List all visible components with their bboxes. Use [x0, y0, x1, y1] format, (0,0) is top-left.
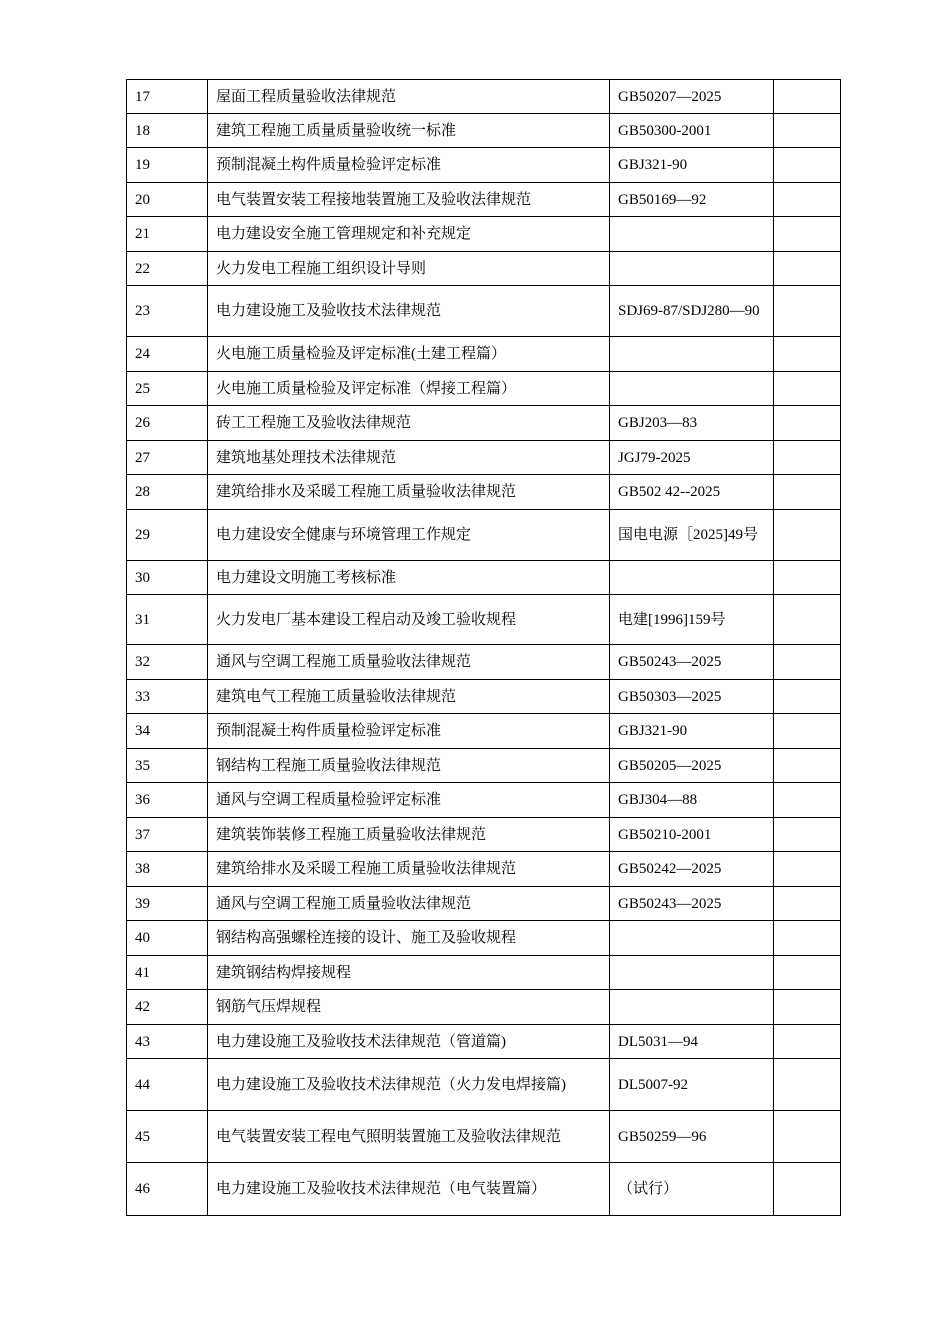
table-row — [127, 561, 841, 595]
standard-name-cell: 砖工工程施工及验收法律规范 — [208, 406, 610, 441]
standard-code-cell: 国电电源［2025]49号 — [610, 510, 774, 561]
standard-name-cell: 火力发电工程施工组织设计导则 — [208, 252, 610, 286]
table-row — [127, 645, 841, 680]
standard-code-cell: GB50169—92 — [610, 183, 774, 217]
standard-name-cell: 电力建设安全施工管理规定和补充规定 — [208, 217, 610, 252]
table-row — [127, 337, 841, 372]
remarks-cell — [774, 510, 841, 561]
standard-code-cell: GB50205—2025 — [610, 749, 774, 783]
table-row — [127, 1163, 841, 1216]
standard-code-cell: GB50210-2001 — [610, 818, 774, 852]
remarks-cell — [774, 1025, 841, 1059]
remarks-cell — [774, 337, 841, 372]
row-number-cell: 35 — [127, 749, 208, 783]
standard-name-cell: 火电施工质量检验及评定标准(土建工程篇） — [208, 337, 610, 372]
standard-code-cell: GB50207—2025 — [610, 80, 774, 114]
table-row — [127, 148, 841, 183]
remarks-cell — [774, 217, 841, 252]
row-number-cell: 32 — [127, 645, 208, 680]
table-row — [127, 595, 841, 645]
standard-code-cell — [610, 252, 774, 286]
row-number-cell: 36 — [127, 783, 208, 818]
standards-table-body — [127, 80, 841, 1216]
row-number-cell: 45 — [127, 1111, 208, 1163]
table-row — [127, 475, 841, 510]
row-number-cell: 38 — [127, 852, 208, 887]
row-number-cell: 19 — [127, 148, 208, 183]
standard-code-cell: GBJ203—83 — [610, 406, 774, 441]
row-number-cell: 44 — [127, 1059, 208, 1111]
row-number-cell: 42 — [127, 990, 208, 1025]
remarks-cell — [774, 114, 841, 148]
standard-code-cell: GB50243—2025 — [610, 887, 774, 921]
row-number-cell: 18 — [127, 114, 208, 148]
row-number-cell: 24 — [127, 337, 208, 372]
table-row — [127, 1025, 841, 1059]
standard-code-cell — [610, 561, 774, 595]
remarks-cell — [774, 252, 841, 286]
standard-code-cell: DL5007-92 — [610, 1059, 774, 1111]
standard-code-cell: GBJ304—88 — [610, 783, 774, 818]
standard-name-cell: 电力建设施工及验收技术法律规范（电气装置篇） — [208, 1163, 610, 1216]
standard-code-cell — [610, 990, 774, 1025]
table-row — [127, 749, 841, 783]
standard-name-cell: 建筑装饰装修工程施工质量验收法律规范 — [208, 818, 610, 852]
remarks-cell — [774, 956, 841, 990]
standard-name-cell: 建筑给排水及采暖工程施工质量验收法律规范 — [208, 475, 610, 510]
standard-name-cell: 通风与空调工程施工质量验收法律规范 — [208, 887, 610, 921]
remarks-cell — [774, 714, 841, 749]
standard-name-cell: 建筑给排水及采暖工程施工质量验收法律规范 — [208, 852, 610, 887]
row-number-cell: 17 — [127, 80, 208, 114]
remarks-cell — [774, 286, 841, 337]
standard-name-cell: 电力建设施工及验收技术法律规范 — [208, 286, 610, 337]
table-row — [127, 406, 841, 441]
standard-name-cell: 通风与空调工程施工质量验收法律规范 — [208, 645, 610, 680]
table-row — [127, 252, 841, 286]
standard-name-cell: 建筑电气工程施工质量验收法律规范 — [208, 680, 610, 714]
remarks-cell — [774, 783, 841, 818]
table-row — [127, 114, 841, 148]
standard-name-cell: 钢结构高强螺栓连接的设计、施工及验收规程 — [208, 921, 610, 956]
standard-code-cell — [610, 217, 774, 252]
row-number-cell: 25 — [127, 372, 208, 406]
standard-code-cell — [610, 956, 774, 990]
remarks-cell — [774, 749, 841, 783]
standard-code-cell: GB50303—2025 — [610, 680, 774, 714]
standard-name-cell: 火电施工质量检验及评定标准（焊接工程篇） — [208, 372, 610, 406]
standard-name-cell: 电力建设施工及验收技术法律规范（火力发电焊接篇) — [208, 1059, 610, 1111]
table-row — [127, 818, 841, 852]
standard-name-cell: 电力建设文明施工考核标准 — [208, 561, 610, 595]
row-number-cell: 39 — [127, 887, 208, 921]
standard-name-cell: 建筑工程施工质量质量验收统一标准 — [208, 114, 610, 148]
standard-code-cell: GB50300-2001 — [610, 114, 774, 148]
table-row — [127, 183, 841, 217]
remarks-cell — [774, 680, 841, 714]
remarks-cell — [774, 595, 841, 645]
table-row — [127, 990, 841, 1025]
remarks-cell — [774, 645, 841, 680]
table-row — [127, 680, 841, 714]
table-row — [127, 1111, 841, 1163]
row-number-cell: 28 — [127, 475, 208, 510]
row-number-cell: 26 — [127, 406, 208, 441]
standard-code-cell: SDJ69-87/SDJ280—90 — [610, 286, 774, 337]
table-row — [127, 441, 841, 475]
standard-name-cell: 预制混凝土构件质量检验评定标准 — [208, 148, 610, 183]
standard-code-cell: GBJ321-90 — [610, 714, 774, 749]
remarks-cell — [774, 441, 841, 475]
row-number-cell: 20 — [127, 183, 208, 217]
standard-name-cell: 建筑地基处理技术法律规范 — [208, 441, 610, 475]
remarks-cell — [774, 406, 841, 441]
table-row — [127, 80, 841, 114]
remarks-cell — [774, 1059, 841, 1111]
standard-code-cell: GB502 42--2025 — [610, 475, 774, 510]
remarks-cell — [774, 990, 841, 1025]
standard-code-cell: JGJ79-2025 — [610, 441, 774, 475]
standard-name-cell: 电气装置安装工程电气照明装置施工及验收法律规范 — [208, 1111, 610, 1163]
standard-code-cell: GBJ321-90 — [610, 148, 774, 183]
remarks-cell — [774, 887, 841, 921]
standard-name-cell: 电力建设施工及验收技术法律规范（管道篇) — [208, 1025, 610, 1059]
standard-name-cell: 通风与空调工程质量检验评定标准 — [208, 783, 610, 818]
table-row — [127, 286, 841, 337]
standard-code-cell: GB50242—2025 — [610, 852, 774, 887]
table-row — [127, 372, 841, 406]
table-row — [127, 714, 841, 749]
standard-code-cell: GB50259—96 — [610, 1111, 774, 1163]
standard-name-cell: 建筑钢结构焊接规程 — [208, 956, 610, 990]
standard-name-cell: 钢筋气压焊规程 — [208, 990, 610, 1025]
remarks-cell — [774, 148, 841, 183]
row-number-cell: 27 — [127, 441, 208, 475]
row-number-cell: 21 — [127, 217, 208, 252]
table-row — [127, 783, 841, 818]
standard-name-cell: 钢结构工程施工质量验收法律规范 — [208, 749, 610, 783]
standard-code-cell — [610, 337, 774, 372]
remarks-cell — [774, 921, 841, 956]
row-number-cell: 23 — [127, 286, 208, 337]
remarks-cell — [774, 80, 841, 114]
row-number-cell: 37 — [127, 818, 208, 852]
standard-name-cell: 电气装置安装工程接地装置施工及验收法律规范 — [208, 183, 610, 217]
table-row — [127, 887, 841, 921]
remarks-cell — [774, 183, 841, 217]
remarks-cell — [774, 475, 841, 510]
table-row — [127, 1059, 841, 1111]
standard-name-cell: 电力建设安全健康与环境管理工作规定 — [208, 510, 610, 561]
row-number-cell: 31 — [127, 595, 208, 645]
row-number-cell: 34 — [127, 714, 208, 749]
standard-name-cell: 预制混凝土构件质量检验评定标准 — [208, 714, 610, 749]
remarks-cell — [774, 852, 841, 887]
row-number-cell: 46 — [127, 1163, 208, 1216]
standard-code-cell: GB50243—2025 — [610, 645, 774, 680]
row-number-cell: 33 — [127, 680, 208, 714]
standard-code-cell — [610, 921, 774, 956]
table-row — [127, 510, 841, 561]
standard-code-cell — [610, 372, 774, 406]
remarks-cell — [774, 1163, 841, 1216]
remarks-cell — [774, 1111, 841, 1163]
remarks-cell — [774, 561, 841, 595]
row-number-cell: 29 — [127, 510, 208, 561]
row-number-cell: 30 — [127, 561, 208, 595]
standards-table — [126, 79, 841, 1216]
standard-code-cell: （试行） — [610, 1163, 774, 1216]
table-row — [127, 217, 841, 252]
standard-name-cell: 屋面工程质量验收法律规范 — [208, 80, 610, 114]
row-number-cell: 41 — [127, 956, 208, 990]
standard-name-cell: 火力发电厂基本建设工程启动及竣工验收规程 — [208, 595, 610, 645]
table-row — [127, 921, 841, 956]
remarks-cell — [774, 818, 841, 852]
row-number-cell: 22 — [127, 252, 208, 286]
remarks-cell — [774, 372, 841, 406]
table-row — [127, 956, 841, 990]
table-row — [127, 852, 841, 887]
row-number-cell: 40 — [127, 921, 208, 956]
standard-code-cell: DL5031—94 — [610, 1025, 774, 1059]
row-number-cell: 43 — [127, 1025, 208, 1059]
standard-code-cell: 电建[1996]159号 — [610, 595, 774, 645]
